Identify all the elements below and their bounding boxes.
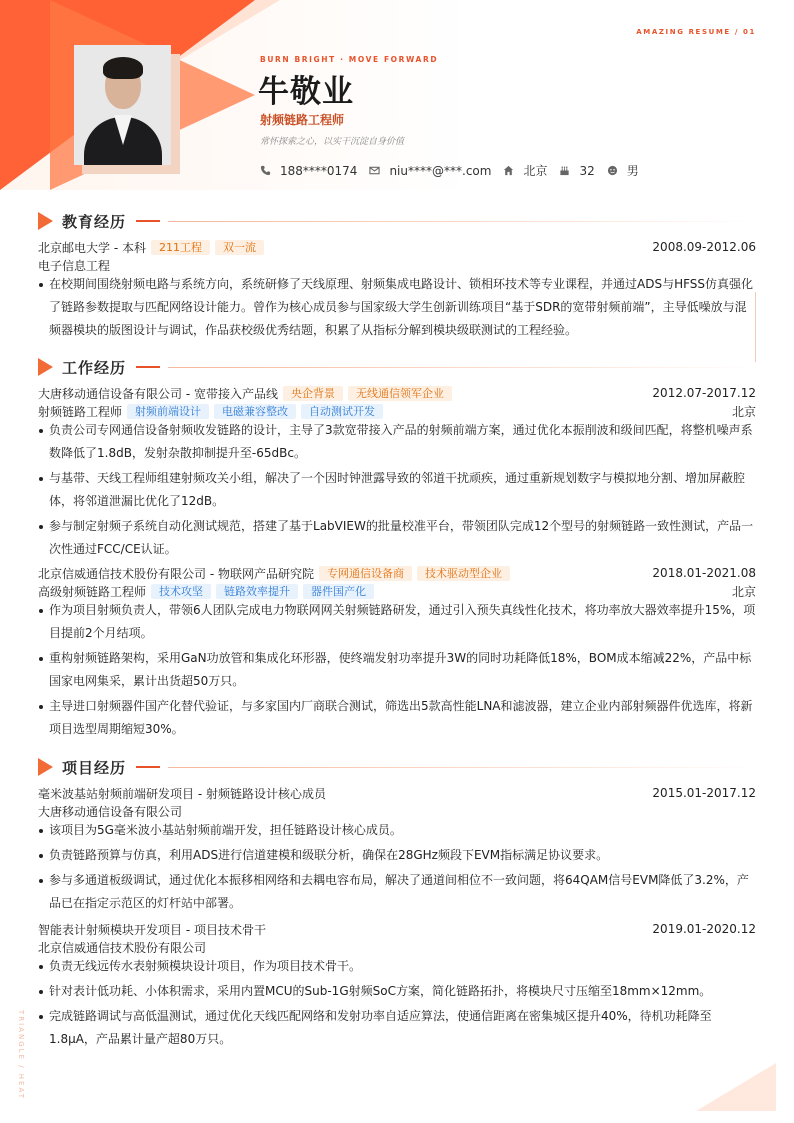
work-period: 2018.01-2021.08 — [652, 566, 756, 580]
education-period: 2008.09-2012.06 — [652, 240, 756, 254]
section-dash — [136, 220, 160, 222]
work-tag: 技术驱动型企业 — [417, 566, 510, 581]
work-tag: 专网通信设备商 — [319, 566, 412, 581]
project-org: 北京信威通信技术股份有限公司 — [38, 940, 207, 955]
work-title-row — [38, 582, 756, 600]
cake-icon — [559, 165, 570, 176]
list-item: 作为项目射频负责人，带领6人团队完成电力物联网网关射频链路研发，通过引入预失真线性化技术，将功率放大器效率提升15%，项目提前2个月结项。 — [38, 599, 756, 645]
education-major: 电子信息工程 — [38, 258, 111, 273]
work-company: 大唐移动通信设备有限公司 - 宽带接入产品线 — [38, 386, 278, 401]
work-title: 高级射频链路工程师 — [38, 584, 147, 599]
section-title: 项目经历 — [62, 758, 127, 777]
education-school-row — [38, 238, 756, 256]
project-bullets — [38, 819, 756, 917]
section-triangle-icon — [38, 212, 53, 230]
work-company-row — [38, 564, 756, 582]
list-item: 与基带、天线工程师组建射频攻关小组，解决了一个因时钟泄露导致的邻道干扰顽疾，通过重新规划数字与模拟地分割、增加屏蔽腔体，将邻道泄漏比优化了12dB。 — [38, 467, 756, 513]
project-name-row — [38, 920, 756, 938]
work-bullets — [38, 599, 756, 743]
contact-gender — [607, 162, 639, 179]
skill-tag: 自动测试开发 — [301, 404, 383, 419]
work-city: 北京 — [731, 404, 756, 419]
work-company: 北京信威通信技术股份有限公司 - 物联网产品研究院 — [38, 566, 314, 581]
candidate-role: 射频链路工程师 — [260, 113, 345, 127]
section-projects-header — [38, 757, 756, 777]
project-org: 大唐移动通信设备有限公司 — [38, 804, 183, 819]
work-title-row — [38, 402, 756, 420]
list-item: 完成链路调试与高低温测试，通过优化天线匹配网络和发射功率自适应算法，使通信距离在密集城区提升40%，待机功耗降至1.8μA，产品累计量产超80万只。 — [38, 1005, 756, 1051]
education-school: 北京邮电大学 - 本科 — [38, 240, 146, 255]
work-tag: 无线通信领军企业 — [348, 386, 452, 401]
list-item: 该项目为5G毫米波小基站射频前端开发，担任链路设计核心成员。 — [38, 819, 756, 842]
footer-triangle — [696, 1063, 776, 1111]
list-item: 负责无线远传水表射频模块设计项目，作为项目技术骨干。 — [38, 955, 756, 978]
user-icon — [607, 165, 618, 176]
list-item: 参与制定射频子系统自动化测试规范，搭建了基于LabVIEW的批量校准平台，带领团队完成12个型号的射频链路一致性测试，产品一次性通过FCC/CE认证。 — [38, 515, 756, 561]
project-period: 2015.01-2017.12 — [652, 786, 756, 800]
contact-age-text: 32 — [579, 163, 595, 178]
skill-tag: 射频前端设计 — [127, 404, 209, 419]
side-rail-text: TRIANGLE / HEAT — [17, 1010, 25, 1100]
mail-icon — [369, 165, 380, 176]
contact-email[interactable] — [369, 164, 491, 178]
work-period: 2012.07-2017.12 — [652, 386, 756, 400]
project-org-row — [38, 938, 756, 956]
contact-gender-text: 男 — [626, 164, 639, 178]
work-tag: 央企背景 — [283, 386, 343, 401]
section-education-header — [38, 211, 756, 231]
resume-tag: AMAZING RESUME / 01 — [636, 28, 756, 36]
section-triangle-icon — [38, 358, 53, 376]
section-title: 教育经历 — [62, 212, 127, 231]
list-item: 参与多通道板级调试，通过优化本振移相网络和去耦电容布局，解决了通道间相位不一致问题，将64QAM信号EVM降低了3.2%，产品已在指定示范区的灯杆站中部署。 — [38, 869, 756, 915]
contact-phone-text: 188****0174 — [280, 163, 358, 178]
project-name: 毫米波基站射频前端研发项目 - 射频链路设计核心成员 — [38, 786, 326, 801]
section-work-header — [38, 357, 756, 377]
candidate-slogan: 常怀探索之心，以实干沉淀自身价值 — [260, 137, 405, 147]
section-divider — [168, 767, 756, 768]
list-item: 负责公司专网通信设备射频收发链路的设计，主导了3款宽带接入产品的射频前端方案，通过优化本振削波和级间匹配，将整机噪声系数降低了1.8dB，发射杂散抑制提升至-65dBc。 — [38, 419, 756, 465]
phone-icon — [260, 165, 271, 176]
contact-phone[interactable] — [260, 164, 357, 178]
contact-bar — [260, 162, 651, 179]
education-tag: 双一流 — [215, 240, 264, 255]
section-title: 工作经历 — [62, 358, 127, 377]
project-org-row — [38, 802, 756, 820]
education-tag: 211工程 — [151, 240, 210, 255]
project-name: 智能表计射频模块开发项目 - 项目技术骨干 — [38, 922, 266, 937]
education-bullets — [38, 273, 756, 344]
project-name-row — [38, 784, 756, 802]
section-dash — [136, 766, 160, 768]
section-triangle-icon — [38, 758, 53, 776]
contact-email-text: niu****@***.com — [389, 163, 492, 178]
list-item: 针对表计低功耗、小体积需求，采用内置MCU的Sub-1G射频SoC方案，简化链路拓扑，将模块尺寸压缩至18mm×12mm。 — [38, 980, 756, 1003]
home-icon — [503, 165, 514, 176]
work-city: 北京 — [731, 584, 756, 599]
decor-line — [755, 292, 756, 362]
section-divider — [168, 367, 756, 368]
skill-tag: 电磁兼容整改 — [214, 404, 296, 419]
motto: BURN BRIGHT · MOVE FORWARD — [260, 55, 439, 64]
list-item: 在校期间围绕射频电路与系统方向，系统研修了天线原理、射频集成电路设计、锁相环技术等专业课程，并通过ADS与HFSS仿真强化了链路参数提取与匹配网络设计能力。曾作为核心成员参与国家级大学生创新训练项目“基于SDR的宽带射频前端”，主导低噪放与混频器模块的版图设计与调试，作品获校级优秀结题，积累了从指标分解到模块级联测试的工程经验。 — [38, 273, 756, 342]
section-divider — [168, 221, 756, 222]
contact-city-text: 北京 — [523, 164, 548, 178]
list-item: 主导进口射频器件国产化替代验证，与多家国内厂商联合测试，筛选出5款高性能LNA和滤波器，建立企业内部射频器件优选库，将新项目选型周期缩短30%。 — [38, 695, 756, 741]
list-item: 重构射频链路架构，采用GaN功放管和集成化环形器，使终端发射功率提升3W的同时功耗降低18%，BOM成本缩减22%，产品中标国家电网集采，累计出货超50万只。 — [38, 647, 756, 693]
candidate-name: 牛敬业 — [258, 74, 354, 110]
work-title: 射频链路工程师 — [38, 404, 123, 419]
profile-photo — [74, 45, 171, 165]
contact-city — [503, 162, 547, 179]
work-bullets — [38, 419, 756, 563]
project-period: 2019.01-2020.12 — [652, 922, 756, 936]
skill-tag: 链路效率提升 — [216, 584, 298, 599]
project-bullets — [38, 955, 756, 1053]
education-major-row — [38, 256, 756, 274]
skill-tag: 技术攻坚 — [151, 584, 211, 599]
work-company-row — [38, 384, 756, 402]
section-dash — [136, 366, 160, 368]
contact-age — [559, 164, 594, 178]
list-item: 负责链路预算与仿真，利用ADS进行信道建模和级联分析，确保在28GHz频段下EVM指标满足协议要求。 — [38, 844, 756, 867]
photo-hair — [103, 57, 143, 79]
skill-tag: 器件国产化 — [303, 584, 374, 599]
